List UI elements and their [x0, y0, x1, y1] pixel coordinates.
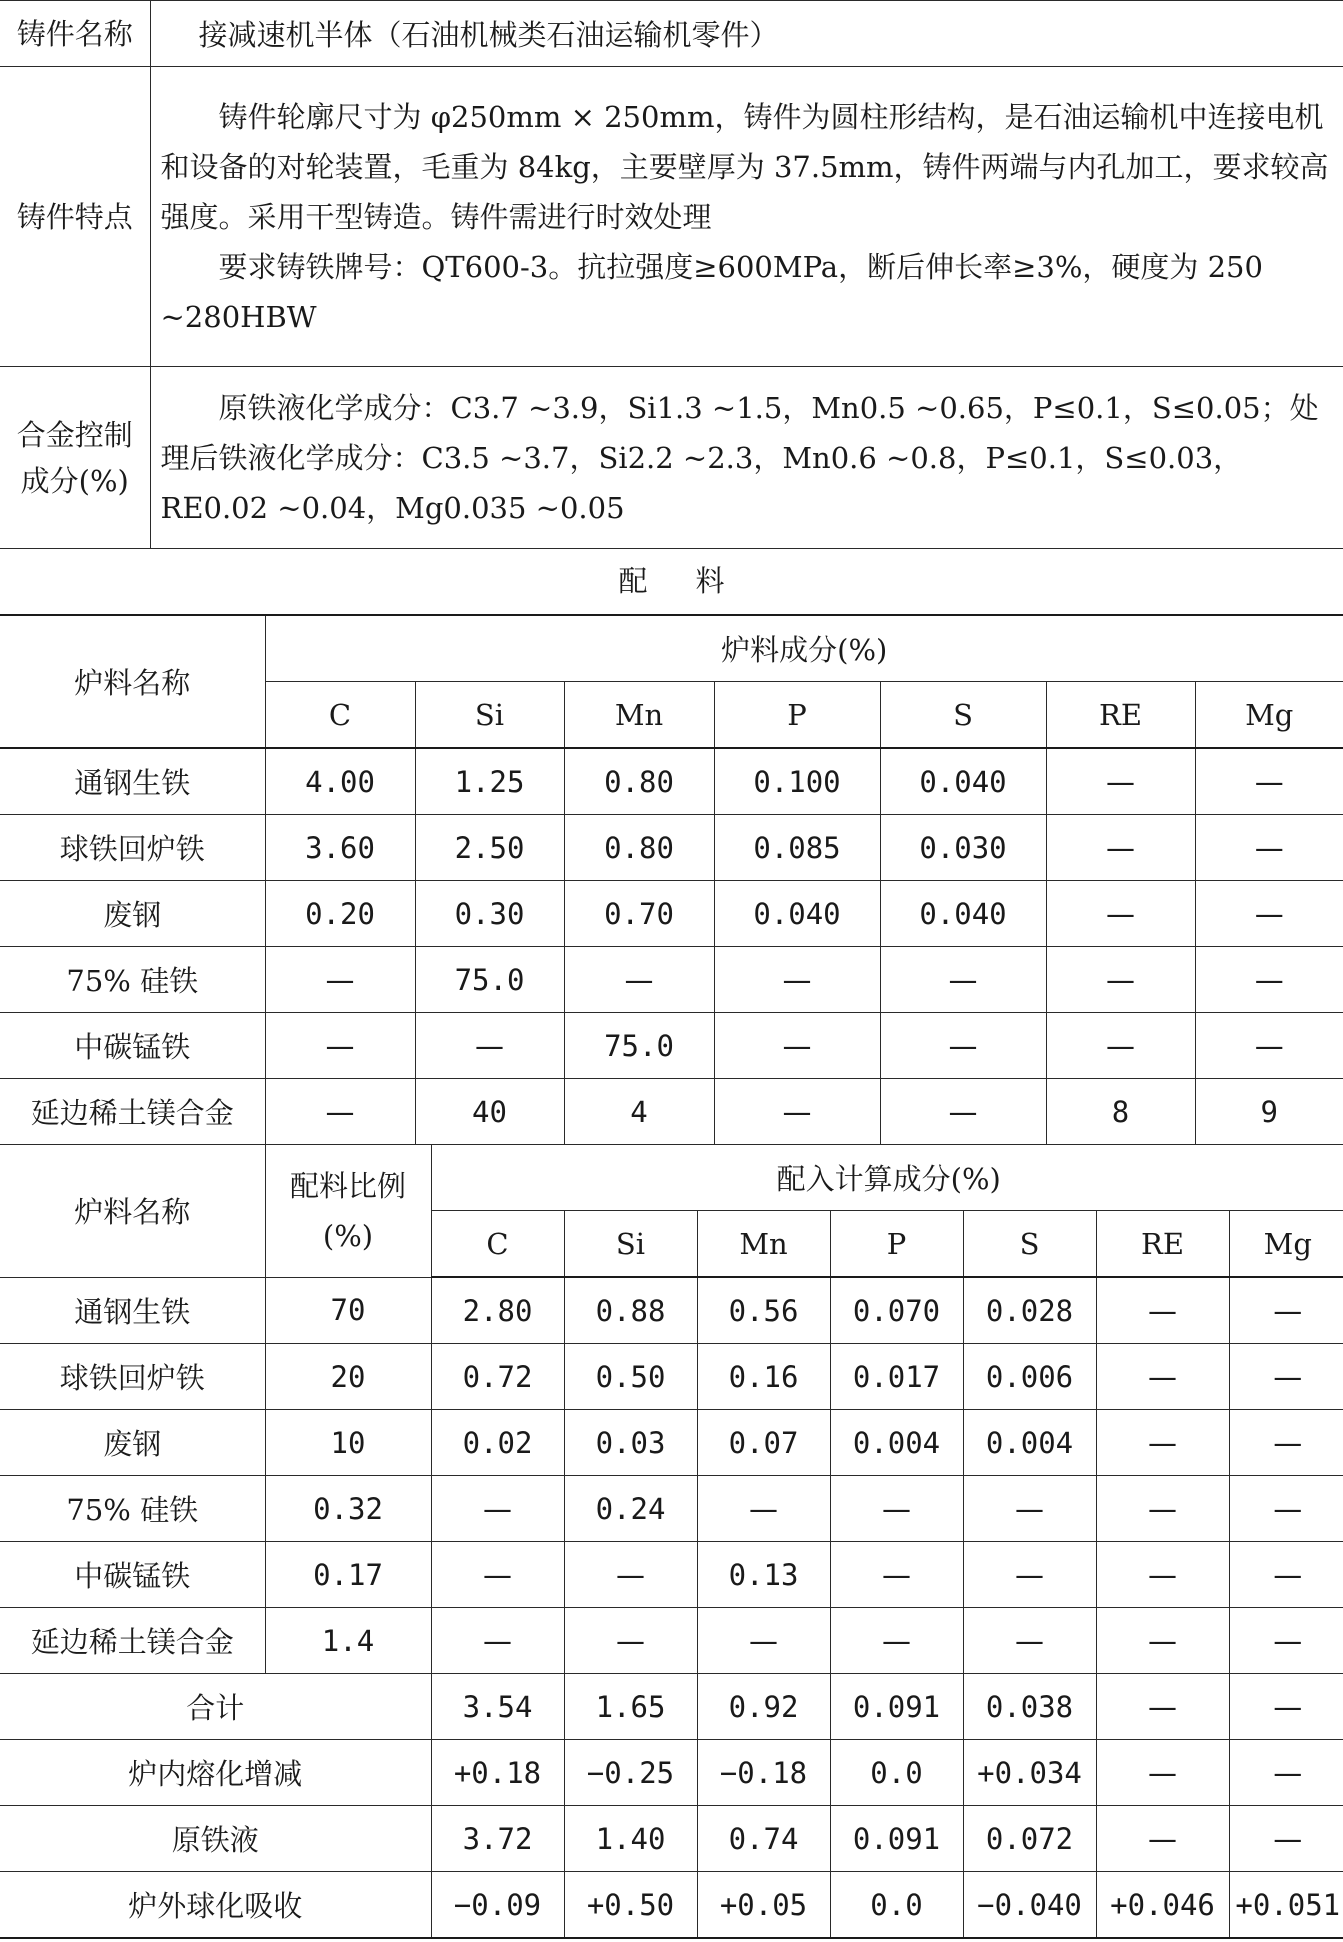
composition-col-header: C: [265, 682, 415, 749]
summary-value-cell: +0.05: [697, 1872, 830, 1939]
batching-caption: 配料: [618, 564, 773, 598]
composition-value-cell: —: [1195, 1013, 1343, 1079]
composition-col-header: P: [714, 682, 880, 749]
summary-value-cell: 0.74: [697, 1806, 830, 1872]
composition-row: [0, 815, 1343, 881]
composition-row: [0, 1079, 1343, 1145]
calc-value-cell: —: [1229, 1410, 1343, 1476]
calc-value-cell: —: [431, 1476, 564, 1542]
composition-value-cell: —: [880, 947, 1046, 1013]
calc-value-cell: 0.03: [564, 1410, 697, 1476]
calc-value-cell: 2.80: [431, 1277, 564, 1344]
summary-value-cell: +0.50: [564, 1872, 697, 1939]
calc-summary-row: [0, 1806, 1343, 1872]
composition-value-cell: 0.040: [714, 881, 880, 947]
calc-col-header: Mn: [697, 1211, 830, 1278]
calc-value-cell: 0.13: [697, 1542, 830, 1608]
summary-value-cell: +0.18: [431, 1740, 564, 1806]
composition-value-cell: 4: [564, 1079, 714, 1145]
calc-value-cell: —: [830, 1608, 963, 1674]
calc-header-row: [0, 1145, 1343, 1211]
batching-ratio-cell: 1.4: [265, 1608, 431, 1674]
calc-value-cell: 0.24: [564, 1476, 697, 1542]
calculated-composition-table: [0, 1144, 1343, 1939]
calc-value-cell: 0.028: [963, 1277, 1096, 1344]
calc-summary-row: [0, 1674, 1343, 1740]
casting-features-paragraph: 铸件轮廓尺寸为 φ250mm × 250mm，铸件为圆柱形结构，是石油运输机中连接电机和设备的对轮装置，毛重为 84kg，主要壁厚为 37.5mm，铸件两端与内孔加工，要求较高强度。采用干型铸造。铸件需进行时效处理: [160, 99, 1329, 234]
composition-value-cell: —: [1046, 748, 1195, 815]
calc-row: [0, 1542, 1343, 1608]
calc-value-cell: 0.004: [963, 1410, 1096, 1476]
composition-value-cell: —: [880, 1079, 1046, 1145]
summary-value-cell: 0.0: [830, 1872, 963, 1939]
composition-value-cell: 0.030: [880, 815, 1046, 881]
summary-value-cell: —: [1096, 1740, 1229, 1806]
summary-value-cell: 3.72: [431, 1806, 564, 1872]
summary-value-cell: 0.091: [830, 1674, 963, 1740]
summary-value-cell: +0.046: [1096, 1872, 1229, 1939]
composition-value-cell: —: [1195, 815, 1343, 881]
calc-summary-row: [0, 1740, 1343, 1806]
calc-summary-row: [0, 1872, 1343, 1939]
calc-value-cell: —: [963, 1542, 1096, 1608]
casting-name-label: 铸件名称: [0, 1, 150, 67]
composition-value-cell: —: [1046, 815, 1195, 881]
batching-ratio-cell: 0.17: [265, 1542, 431, 1608]
casting-features-label: 铸件特点: [0, 67, 150, 367]
composition-value-cell: 3.60: [265, 815, 415, 881]
composition-col-header: Si: [415, 682, 564, 749]
composition-value-cell: 9: [1195, 1079, 1343, 1145]
composition-name-header: 炉料名称: [0, 615, 265, 748]
composition-value-cell: —: [265, 1013, 415, 1079]
calc-value-cell: —: [697, 1476, 830, 1542]
summary-value-cell: —: [1229, 1674, 1343, 1740]
composition-row: [0, 1013, 1343, 1079]
calc-col-header: P: [830, 1211, 963, 1278]
calc-name-header: 炉料名称: [0, 1145, 265, 1278]
calc-ratio-header-line2: (%): [322, 1218, 374, 1253]
composition-col-header: S: [880, 682, 1046, 749]
calc-value-cell: 0.070: [830, 1277, 963, 1344]
calc-ratio-header: [265, 1145, 431, 1278]
summary-value-cell: —: [1096, 1806, 1229, 1872]
charge-material-name: 延边稀土镁合金: [0, 1079, 265, 1145]
summary-value-cell: 0.091: [830, 1806, 963, 1872]
composition-value-cell: —: [564, 947, 714, 1013]
calc-value-cell: —: [1096, 1410, 1229, 1476]
charge-material-name: 废钢: [0, 881, 265, 947]
calc-row: [0, 1476, 1343, 1542]
composition-value-cell: 0.040: [880, 881, 1046, 947]
calc-value-cell: 0.006: [963, 1344, 1096, 1410]
calc-value-cell: —: [564, 1608, 697, 1674]
composition-row: [0, 947, 1343, 1013]
composition-value-cell: 0.040: [880, 748, 1046, 815]
charge-material-name: 中碳锰铁: [0, 1542, 265, 1608]
composition-value-cell: —: [714, 947, 880, 1013]
composition-value-cell: 40: [415, 1079, 564, 1145]
summary-value-cell: −0.040: [963, 1872, 1096, 1939]
calc-value-cell: —: [1229, 1476, 1343, 1542]
calc-table-body: [0, 1277, 1343, 1938]
casting-features-cell: [150, 67, 1343, 367]
alloy-control-paragraph: 原铁液化学成分：C3.7 ~3.9，Si1.3 ~1.5，Mn0.5 ~0.65，P≤0.1，S≤0.05；处理后铁液化学成分：C3.5 ~3.7，Si2.2 ~2.3，Mn0.6 ~0.8，P≤0.1，S≤0.03，RE0.02 ~0.04，Mg0.035 ~0.05: [160, 390, 1319, 525]
composition-value-cell: —: [880, 1013, 1046, 1079]
summary-value-cell: −0.25: [564, 1740, 697, 1806]
calc-value-cell: 0.07: [697, 1410, 830, 1476]
casting-name-value: 接减速机半体（石油机械类石油运输机零件）: [150, 1, 1343, 67]
calc-value-cell: —: [697, 1608, 830, 1674]
charge-material-name: 通钢生铁: [0, 748, 265, 815]
composition-header-row: [0, 615, 1343, 682]
batching-ratio-cell: 10: [265, 1410, 431, 1476]
calc-row: [0, 1277, 1343, 1344]
calc-col-header: S: [963, 1211, 1096, 1278]
calc-col-header: RE: [1096, 1211, 1229, 1278]
composition-value-cell: —: [265, 947, 415, 1013]
summary-value-cell: 0.072: [963, 1806, 1096, 1872]
summary-value-cell: 1.65: [564, 1674, 697, 1740]
composition-value-cell: —: [1046, 881, 1195, 947]
calc-value-cell: 0.50: [564, 1344, 697, 1410]
alloy-control-row: [0, 367, 1343, 549]
composition-value-cell: 1.25: [415, 748, 564, 815]
summary-value-cell: 3.54: [431, 1674, 564, 1740]
summary-value-cell: 0.92: [697, 1674, 830, 1740]
charge-material-name: 中碳锰铁: [0, 1013, 265, 1079]
calc-col-header: Si: [564, 1211, 697, 1278]
composition-row: [0, 881, 1343, 947]
summary-value-cell: +0.034: [963, 1740, 1096, 1806]
charge-material-name: 延边稀土镁合金: [0, 1608, 265, 1674]
composition-value-cell: 0.100: [714, 748, 880, 815]
composition-value-cell: 2.50: [415, 815, 564, 881]
calc-value-cell: —: [963, 1476, 1096, 1542]
calc-value-cell: —: [431, 1542, 564, 1608]
calc-row: [0, 1608, 1343, 1674]
summary-row-label: 原铁液: [0, 1806, 431, 1872]
charge-composition-table: [0, 614, 1343, 1145]
calc-row: [0, 1344, 1343, 1410]
calc-value-cell: 0.16: [697, 1344, 830, 1410]
composition-value-cell: 8: [1046, 1079, 1195, 1145]
charge-material-name: 通钢生铁: [0, 1277, 265, 1344]
calc-value-cell: —: [1096, 1608, 1229, 1674]
calc-col-header: Mg: [1229, 1211, 1343, 1278]
composition-value-cell: 0.085: [714, 815, 880, 881]
calc-col-header: C: [431, 1211, 564, 1278]
summary-value-cell: −0.09: [431, 1872, 564, 1939]
calc-value-cell: 0.88: [564, 1277, 697, 1344]
composition-value-cell: 75.0: [415, 947, 564, 1013]
calc-ratio-header-line1: 配料比例: [289, 1168, 406, 1203]
summary-row-label: 炉外球化吸收: [0, 1872, 431, 1939]
composition-col-header: RE: [1046, 682, 1195, 749]
calc-value-cell: —: [1229, 1344, 1343, 1410]
composition-value-cell: —: [714, 1079, 880, 1145]
summary-value-cell: —: [1229, 1806, 1343, 1872]
composition-value-cell: 0.80: [564, 815, 714, 881]
calc-value-cell: —: [963, 1608, 1096, 1674]
casting-features-row: [0, 67, 1343, 367]
charge-material-name: 球铁回炉铁: [0, 815, 265, 881]
calc-value-cell: 0.004: [830, 1410, 963, 1476]
calc-value-cell: —: [1229, 1542, 1343, 1608]
calc-value-cell: 0.017: [830, 1344, 963, 1410]
summary-value-cell: —: [1096, 1674, 1229, 1740]
composition-value-cell: —: [1195, 748, 1343, 815]
casting-info-table: [0, 0, 1343, 549]
alloy-control-cell: [150, 367, 1343, 549]
calc-value-cell: —: [1096, 1476, 1229, 1542]
calc-value-cell: 0.72: [431, 1344, 564, 1410]
calc-value-cell: —: [1229, 1608, 1343, 1674]
composition-value-cell: 0.80: [564, 748, 714, 815]
composition-group-header: 炉料成分(%): [265, 615, 1343, 682]
calc-row: [0, 1410, 1343, 1476]
summary-value-cell: —: [1229, 1740, 1343, 1806]
calc-value-cell: —: [1096, 1344, 1229, 1410]
calc-value-cell: —: [431, 1608, 564, 1674]
composition-row: [0, 748, 1343, 815]
composition-value-cell: —: [1046, 1013, 1195, 1079]
summary-row-label: 炉内熔化增减: [0, 1740, 431, 1806]
composition-value-cell: 75.0: [564, 1013, 714, 1079]
calc-value-cell: —: [1096, 1277, 1229, 1344]
composition-value-cell: —: [415, 1013, 564, 1079]
alloy-control-label: 合金控制成分(%): [0, 367, 150, 549]
calc-value-cell: 0.02: [431, 1410, 564, 1476]
calc-value-cell: —: [830, 1542, 963, 1608]
composition-value-cell: 0.20: [265, 881, 415, 947]
composition-table-body: [0, 748, 1343, 1145]
composition-value-cell: —: [714, 1013, 880, 1079]
calc-value-cell: —: [1096, 1542, 1229, 1608]
charge-material-name: 废钢: [0, 1410, 265, 1476]
composition-value-cell: —: [1195, 881, 1343, 947]
summary-value-cell: 0.038: [963, 1674, 1096, 1740]
composition-col-header: Mg: [1195, 682, 1343, 749]
batching-ratio-cell: 0.32: [265, 1476, 431, 1542]
composition-col-header: Mn: [564, 682, 714, 749]
summary-value-cell: −0.18: [697, 1740, 830, 1806]
summary-value-cell: 1.40: [564, 1806, 697, 1872]
casting-requirements-paragraph: 要求铸铁牌号：QT600-3。抗拉强度≥600MPa，断后伸长率≥3%，硬度为 250 ~280HBW: [160, 249, 1263, 334]
summary-value-cell: +0.051: [1229, 1872, 1343, 1939]
charge-material-name: 75% 硅铁: [0, 947, 265, 1013]
calc-value-cell: 0.56: [697, 1277, 830, 1344]
charge-material-name: 75% 硅铁: [0, 1476, 265, 1542]
composition-value-cell: 0.30: [415, 881, 564, 947]
calc-value-cell: —: [830, 1476, 963, 1542]
composition-value-cell: 4.00: [265, 748, 415, 815]
batching-ratio-cell: 70: [265, 1277, 431, 1344]
summary-row-label: 合计: [0, 1674, 431, 1740]
composition-value-cell: 0.70: [564, 881, 714, 947]
calc-group-header: 配入计算成分(%): [431, 1145, 1343, 1211]
batching-ratio-cell: 20: [265, 1344, 431, 1410]
calc-value-cell: —: [1229, 1277, 1343, 1344]
composition-value-cell: —: [1046, 947, 1195, 1013]
casting-name-row: [0, 1, 1343, 67]
charge-material-name: 球铁回炉铁: [0, 1344, 265, 1410]
composition-value-cell: —: [1195, 947, 1343, 1013]
summary-value-cell: 0.0: [830, 1740, 963, 1806]
composition-value-cell: —: [265, 1079, 415, 1145]
calc-value-cell: —: [564, 1542, 697, 1608]
